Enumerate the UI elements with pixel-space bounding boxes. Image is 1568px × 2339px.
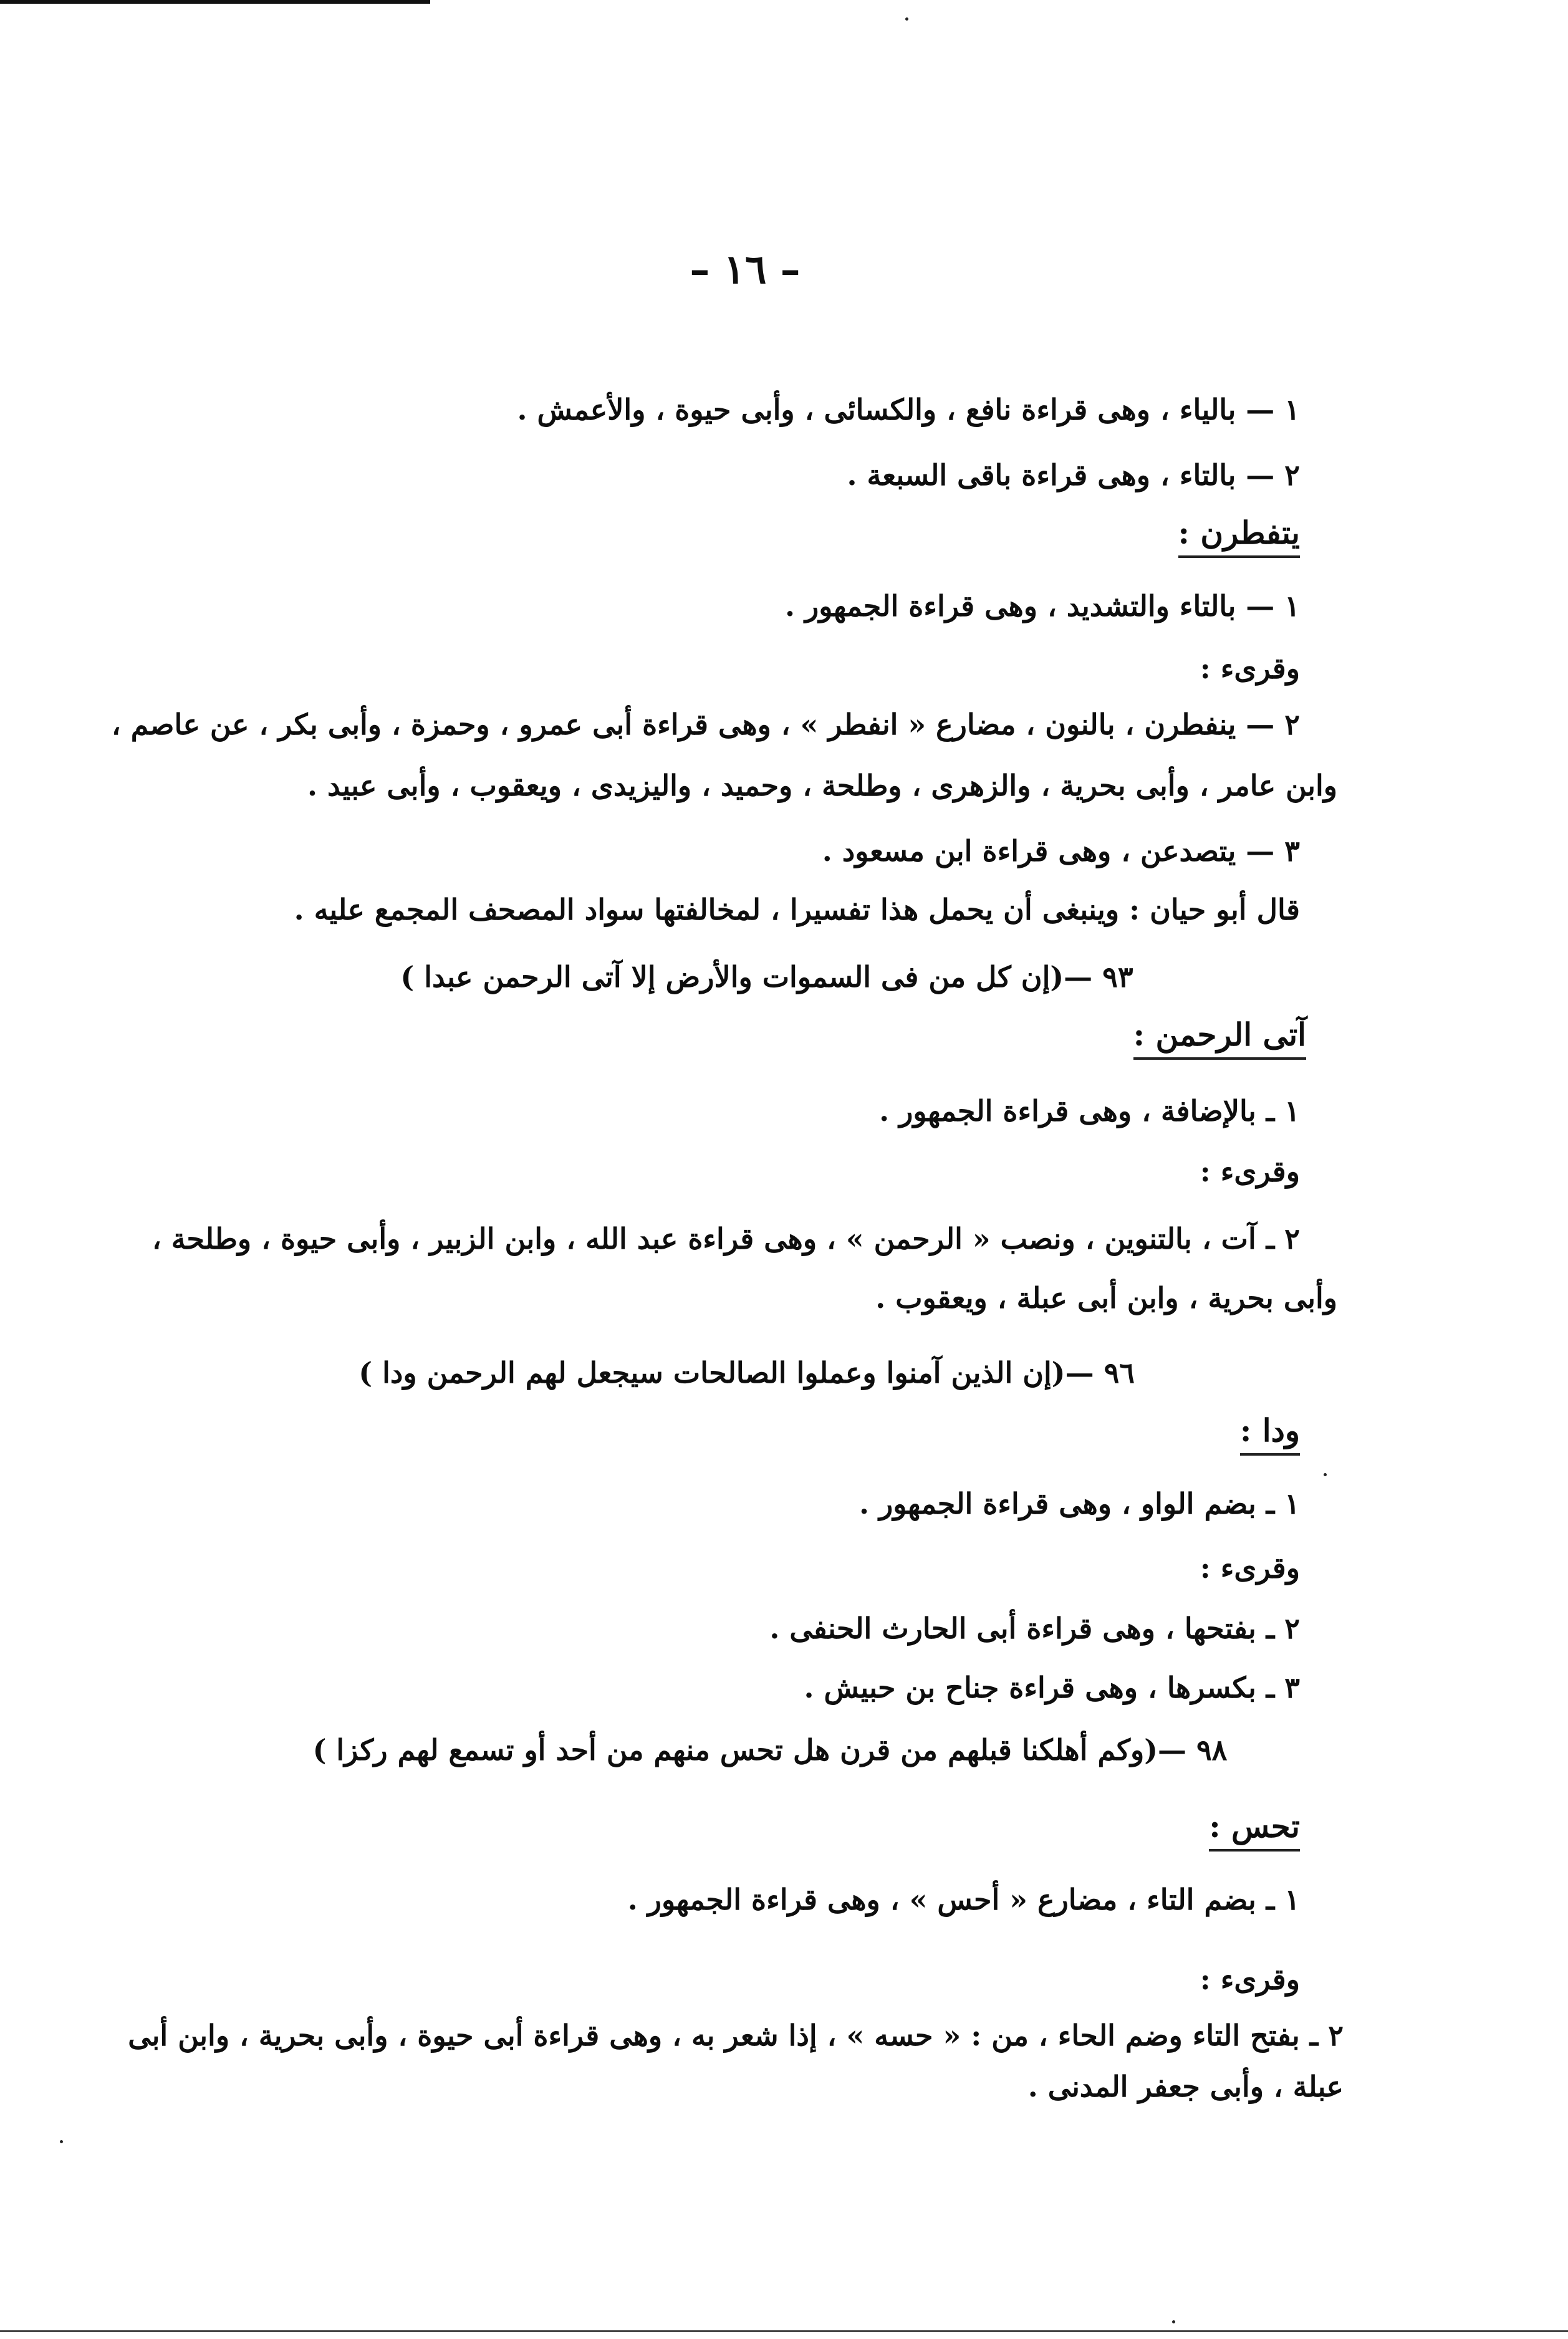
scan-speck	[1324, 1473, 1327, 1476]
scan-speck	[1172, 2320, 1175, 2323]
text-line: ٢ ـ بفتحها ، وهى قراءة أبى الحارث الحنفى .	[769, 1611, 1300, 1645]
text-line: وابن عامر ، وأبى بحرية ، والزهرى ، وطلحة ، وحميد ، واليزيدى ، ويعقوب ، وأبى عبيد .	[307, 769, 1337, 802]
text-line: ١ — بالتاء والتشديد ، وهى قراءة الجمهور .	[784, 589, 1300, 623]
scan-speck	[905, 17, 908, 21]
section-heading-text: يتفطرن :	[1178, 514, 1300, 551]
section-heading	[1178, 514, 1300, 558]
text-line: قال أبو حيان : وينبغى أن يحمل هذا تفسيرا ، لمخالفتها سواد المصحف المجمع عليه .	[294, 893, 1300, 926]
quran-verse: ٩٦ —(إن الذين آمنوا وعملوا الصالحات سيجعل لهم الرحمن ودا )	[358, 1356, 1135, 1390]
text-line: ٢ ـ بفتح التاء وضم الحاء ، من : « حسه » ، إذا شعر به ، وهى قراءة أبى حيوة ، وأبى بحرية ، وابن أبى	[128, 2019, 1344, 2052]
text-line: ٢ ـ آت ، بالتنوين ، ونصب « الرحمن » ، وهى قراءة عبد الله ، وابن الزبير ، وأبى حيوة ، وطلحة ،	[152, 1222, 1300, 1256]
page-number: – ١٦ –	[690, 246, 801, 293]
heading-underline	[1133, 1057, 1306, 1060]
section-heading-text: ودا :	[1239, 1412, 1300, 1449]
text-line: ٢ — ينفطرن ، بالنون ، مضارع « انفطر » ، وهى قراءة أبى عمرو ، وحمزة ، وأبى بكر ، عن عاصم ،	[111, 708, 1300, 741]
section-heading	[1209, 1808, 1300, 1852]
variant-label: وقرىء :	[1200, 1551, 1300, 1585]
variant-label: وقرىء :	[1200, 651, 1300, 685]
section-heading-text: تحس :	[1209, 1808, 1300, 1845]
text-line: ١ — بالياء ، وهى قراءة نافع ، والكسائى ، وأبى حيوة ، والأعمش .	[517, 393, 1300, 426]
scan-edge-top	[0, 0, 430, 4]
scan-edge-bottom	[0, 2330, 1568, 2332]
variant-label: وقرىء :	[1200, 1155, 1300, 1188]
section-heading	[1133, 1016, 1306, 1060]
text-line: ٢ — بالتاء ، وهى قراءة باقى السبعة .	[847, 458, 1300, 492]
heading-underline	[1240, 1453, 1300, 1456]
section-heading	[1240, 1412, 1300, 1456]
text-line: ١ ـ بالإضافة ، وهى قراءة الجمهور .	[879, 1094, 1300, 1128]
section-heading-text: آتى الرحمن :	[1133, 1016, 1306, 1053]
text-line: عبلة ، وأبى جعفر المدنى .	[1027, 2070, 1344, 2103]
heading-underline	[1178, 555, 1300, 558]
heading-underline	[1209, 1849, 1300, 1852]
text-line: ٣ ـ بكسرها ، وهى قراءة جناح بن حبيش .	[804, 1671, 1300, 1704]
text-line: ١ ـ بضم الواو ، وهى قراءة الجمهور .	[859, 1487, 1300, 1520]
text-line: ٣ — يتصدعن ، وهى قراءة ابن مسعود .	[822, 834, 1300, 868]
text-line: وأبى بحرية ، وابن أبى عبلة ، ويعقوب .	[875, 1281, 1337, 1315]
quran-verse: ٩٣ —(إن كل من فى السموات والأرض إلا آتى الرحمن عبدا )	[400, 960, 1133, 994]
quran-verse: ٩٨ —(وكم أهلكنا قبلهم من قرن هل تحس منهم من أحد أو تسمع لهم ركزا )	[312, 1733, 1228, 1767]
text-line: ١ ـ بضم التاء ، مضارع « أحس » ، وهى قراءة الجمهور .	[627, 1883, 1300, 1916]
scan-speck	[60, 2140, 63, 2143]
variant-label: وقرىء :	[1200, 1962, 1300, 1996]
